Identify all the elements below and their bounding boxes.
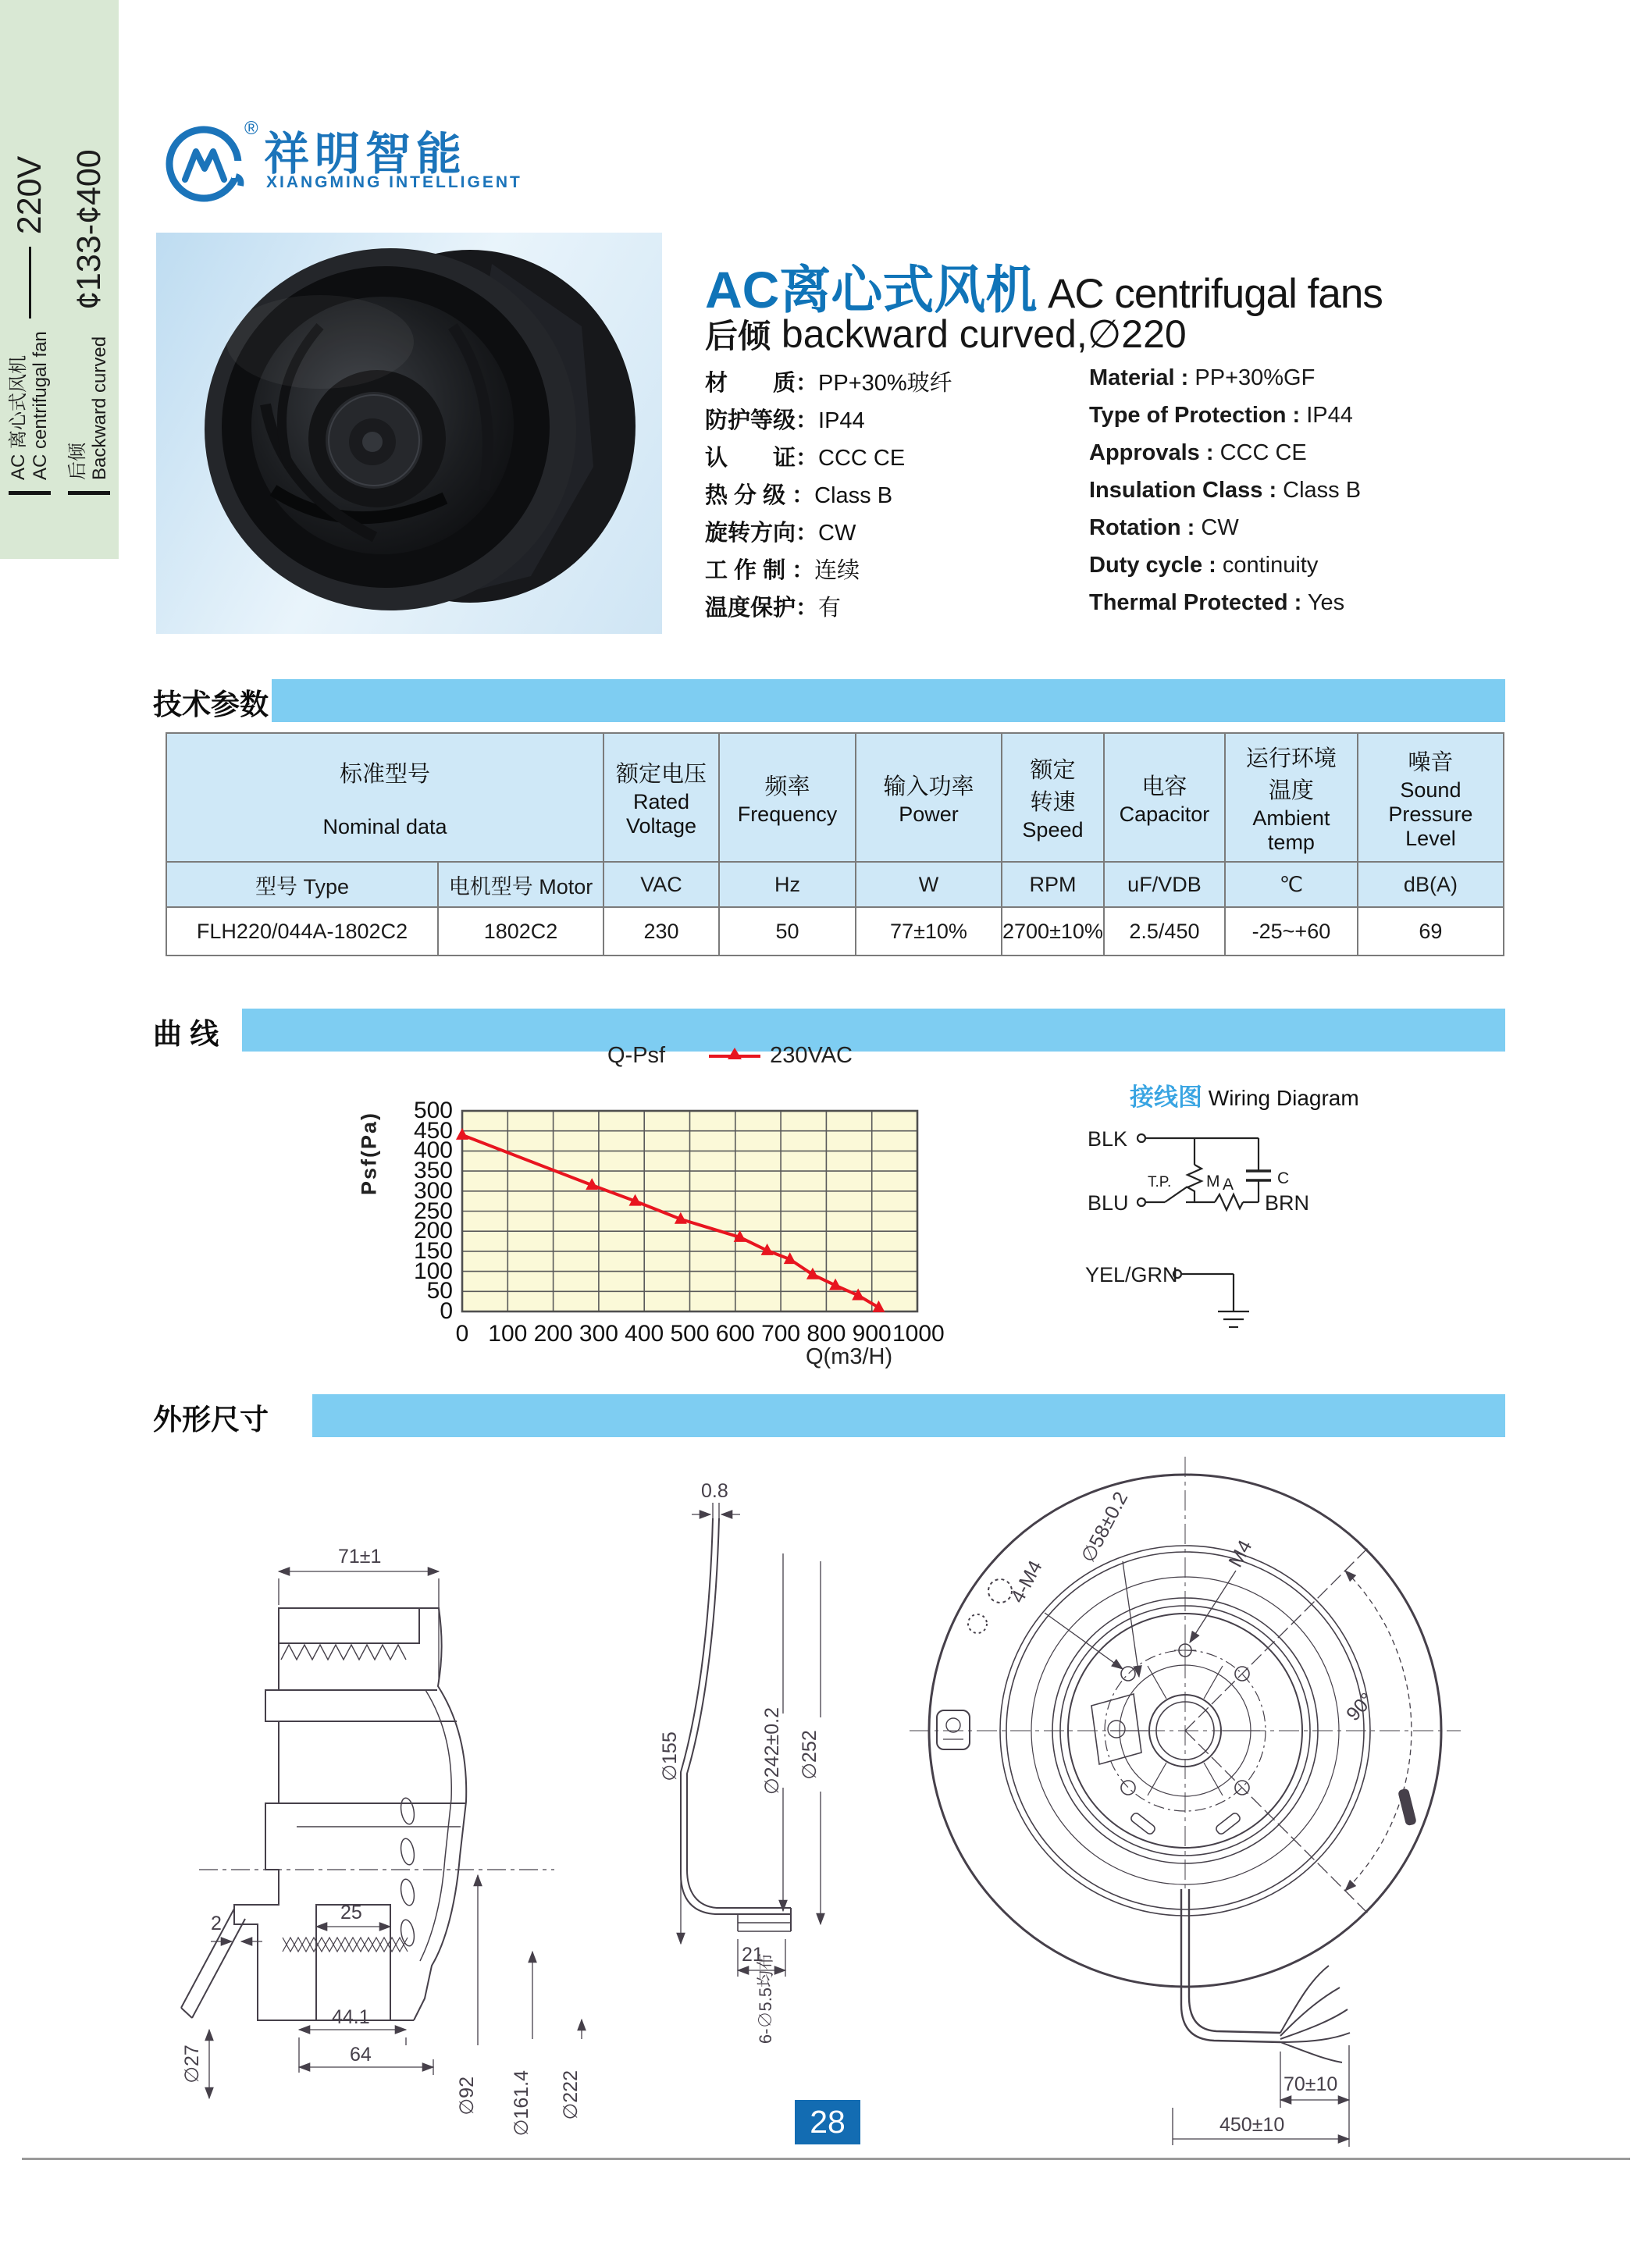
wire-label-tp: T.P. (1148, 1174, 1172, 1190)
chart-y-tick: 450 (413, 1117, 453, 1144)
wire-label-yelgrn: YEL/GRN (1085, 1263, 1178, 1286)
wiring-title-en: Wiring Diagram (1202, 1086, 1359, 1110)
table-subheader-vac: VAC (603, 862, 719, 907)
chart-y-axis-label: Psf(Pa) (357, 1111, 381, 1196)
table-subheader-temp: ℃ (1225, 862, 1358, 907)
sidebar-dash (29, 247, 31, 319)
table-header-capacitor: 电容 Capacitor (1104, 733, 1225, 862)
spec-row-rotation: 旋转方向：CW Rotation : CW (705, 515, 1239, 546)
chart-legend (607, 1043, 853, 1069)
sidebar-series-en: Backward curved (89, 336, 110, 480)
dim-throat: ∅155 (659, 1731, 681, 1781)
title-cn: AC离心式风机 (705, 261, 1038, 319)
dim-lip: 21 (742, 1944, 764, 1966)
chart-y-tick: 50 (426, 1278, 453, 1304)
chart-x-tick: 600 (715, 1321, 755, 1347)
dim-total: 64 (350, 2044, 372, 2066)
chart-x-tick: 700 (761, 1321, 801, 1347)
table-header-power: 输入功率 Power (856, 733, 1002, 862)
brand-name-cn: 祥明智能 (264, 129, 468, 180)
parameters-table (166, 732, 1504, 956)
chart-x-tick: 1000 (892, 1321, 945, 1347)
sidebar (0, 0, 119, 559)
dim-hub-circle: ∅58±0.2 (1077, 1488, 1133, 1567)
section-title-params: 技术参数 (153, 689, 269, 721)
brand-logo-icon (160, 116, 260, 212)
dim-bolt-circle: ∅242±0.2 (761, 1707, 783, 1795)
table-cell-w: 77±10% (856, 907, 1002, 956)
sidebar-tick-bar (9, 491, 51, 495)
table-cell-type: FLH220/044A-1802C2 (166, 907, 438, 956)
spec-row-insulation: 热 分 级 ：Class B Insulation Class : Class B (705, 478, 1362, 508)
chart-y-tick: 250 (413, 1198, 453, 1224)
table-subheader-db: dB(A) (1358, 862, 1504, 907)
registered-mark: ® (244, 118, 258, 139)
dim-width: 71±1 (338, 1546, 382, 1568)
chart-x-tick: 100 (488, 1321, 528, 1347)
chart-y-tick: 350 (413, 1158, 453, 1184)
dim-flange: ∅252 (799, 1730, 821, 1780)
chart-y-tick: 500 (413, 1098, 453, 1123)
chart-y-tick: 200 (413, 1218, 453, 1244)
subtitle-en: backward curved,∅220 (771, 312, 1187, 356)
section-bar (272, 679, 1505, 722)
table-subheader-type: 型号 Type (166, 862, 438, 907)
wire-label-brn: BRN (1265, 1191, 1310, 1215)
sidebar-voltage: 220V (10, 155, 48, 235)
fan-photo-illustration (156, 233, 662, 634)
chart-y-tick: 400 (413, 1137, 453, 1164)
chart-x-tick: 900 (852, 1321, 892, 1347)
sidebar-size-range: ¢133-¢400 (69, 149, 108, 310)
legend-series-label: Q-Psf (607, 1043, 666, 1068)
sidebar-series-size (59, 0, 119, 559)
dim-d222: ∅222 (560, 2070, 582, 2120)
footer-rule (22, 2158, 1630, 2160)
table-header-speed: 额定转速 Speed (1002, 733, 1104, 862)
table-cell-uf: 2.5/450 (1104, 907, 1225, 956)
spec-row-material: 材 质：PP+30%玻纤 Material : PP+30%GF (705, 365, 1316, 396)
chart-x-tick: 300 (579, 1321, 618, 1347)
dim-angle: 90° (1342, 1689, 1379, 1726)
spec-list (705, 365, 1626, 628)
sidebar-series-cn: AC 离心式风机 (7, 354, 29, 480)
sidebar-series-name (67, 336, 112, 480)
side-view-labels (181, 1546, 582, 2136)
table-header-voltage: 额定电压 Rated Voltage (603, 733, 719, 862)
table-cell-rpm: 2700±10% (1002, 907, 1104, 956)
table-header-ambient: 运行环境温度 Ambient temp (1225, 733, 1358, 862)
sidebar-series-cn: 后倾 (66, 443, 88, 480)
dim-d161: ∅161.4 (511, 2070, 532, 2137)
wire-label-c: C (1277, 1169, 1290, 1187)
section-title-curve: 曲 线 (153, 1018, 219, 1050)
table-cell-vac: 230 (603, 907, 719, 956)
legend-series-name: 230VAC (770, 1043, 853, 1068)
dim-thickness: 0.8 (701, 1480, 728, 1502)
table-header-nominal: 标准型号 Nominal data (166, 733, 603, 862)
chart-x-tick: 400 (625, 1321, 664, 1347)
product-photo (156, 233, 662, 634)
table-header-noise: 噪音 Sound Pressure Level (1358, 733, 1504, 862)
wire-label-blk: BLK (1088, 1127, 1128, 1151)
subtitle-cn: 后倾 (705, 318, 771, 354)
legend-triangle-icon (728, 1048, 742, 1059)
wire-label-m: M (1206, 1173, 1220, 1190)
table-cell-db: 69 (1358, 907, 1504, 956)
section-title-dimensions: 外形尺寸 (153, 1404, 269, 1436)
sidebar-series-voltage (0, 0, 59, 559)
table-cell-hz: 50 (719, 907, 856, 956)
dim-screw-top: M4 (1224, 1536, 1257, 1571)
dim-holes: 6-∅5.5均布 (756, 1952, 775, 2044)
front-view-labels (1006, 1488, 1378, 2136)
chart-x-axis-label: Q(m3/H) (806, 1344, 893, 1369)
dim-cable: 450±10 (1219, 2114, 1285, 2136)
chart-x-tick: 0 (455, 1321, 469, 1347)
dim-step: 2 (211, 1913, 222, 1934)
spec-row-approvals: 认 证：CCC CE Approvals : CCC CE (705, 440, 1307, 471)
chart-y-tick: 100 (413, 1258, 453, 1284)
title-en: AC centrifugal fans (1037, 271, 1383, 317)
table-header-frequency: 频率 Frequency (719, 733, 856, 862)
dim-hub: 25 (340, 1902, 362, 1923)
sidebar-tick-bar (68, 491, 110, 495)
dim-strip: 70±10 (1284, 2073, 1338, 2095)
sidebar-series-name (8, 331, 52, 480)
chart-y-tick: 150 (413, 1237, 453, 1264)
table-subheader-hz: Hz (719, 862, 856, 907)
spec-row-protection: 防护等级：IP44 Type of Protection : IP44 (705, 403, 1353, 433)
brand-name-en: XIANGMING INTELLIGENT (266, 173, 522, 191)
wire-label-blu: BLU (1088, 1191, 1129, 1215)
dimension-drawings (133, 1452, 1652, 2158)
page-subtitle (705, 311, 1187, 358)
dim-d92: ∅92 (456, 2077, 478, 2116)
front-view-drawing (910, 1457, 1461, 2062)
table-subheader-w: W (856, 862, 1002, 907)
legend-line-icon (709, 1055, 760, 1058)
wiring-diagram-title (1130, 1077, 1359, 1112)
chart-y-tick: 0 (440, 1298, 453, 1324)
wire-label-a: A (1223, 1176, 1234, 1194)
dim-shaft: ∅27 (181, 2044, 203, 2084)
sidebar-series-en: AC centrifugal fan (30, 331, 51, 480)
table-subheader-motor: 电机型号 Motor (438, 862, 603, 907)
chart-x-tick: 200 (533, 1321, 573, 1347)
section-bar (312, 1394, 1505, 1437)
table-cell-temp: -25~+60 (1225, 907, 1358, 956)
chart-y-tick: 300 (413, 1177, 453, 1204)
table-subheader-rpm: RPM (1002, 862, 1104, 907)
dim-screws: 4-M4 (1006, 1557, 1047, 1607)
wiring-title-cn: 接线图 (1130, 1084, 1202, 1111)
spec-row-duty: 工 作 制 ：连续 Duty cycle : continuity (705, 553, 1319, 583)
chart-x-tick: 800 (806, 1321, 846, 1347)
side-view-drawing (181, 1608, 554, 2020)
dim-base: 44.1 (332, 2006, 370, 2028)
performance-chart (344, 1038, 949, 1386)
sidebar-rotated-text (0, 0, 119, 559)
chart-x-tick: 500 (670, 1321, 710, 1347)
page-number-badge: 28 (795, 2100, 860, 2144)
table-subheader-uf: uF/VDB (1104, 862, 1225, 907)
spec-row-thermal: 温度保护：有 Thermal Protected : Yes (705, 590, 1345, 621)
table-cell-motor: 1802C2 (438, 907, 603, 956)
wiring-diagram (1081, 1109, 1347, 1358)
